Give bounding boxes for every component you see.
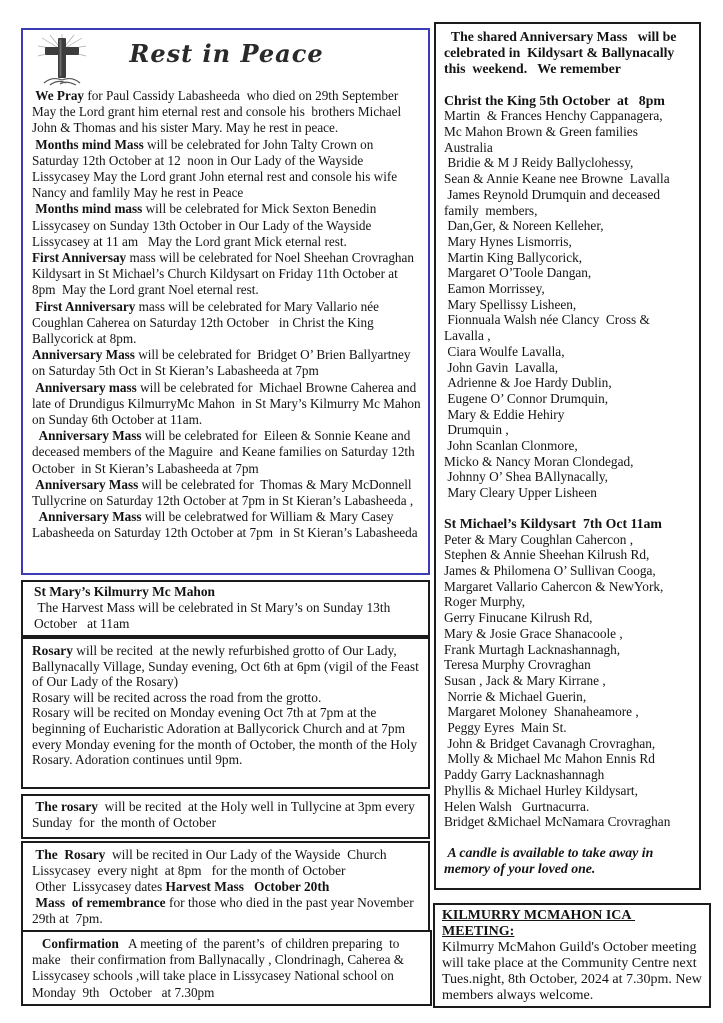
name-line: Micko & Nancy Moran Clondegad,	[444, 453, 634, 469]
name-line: Margaret O’Toole Dangan,	[444, 265, 592, 281]
name-line: Mc Mahon Brown & Green families	[444, 124, 638, 140]
paragraph: First Anniversary mass will be celebrated for Mary Vallario née Coughlan Caherea on Saturday 12th October in Christ the King Ballycorick at 8pm.	[32, 298, 383, 347]
name-line: Paddy Garry Lacknashannagh	[444, 767, 605, 783]
name-line: Martin & Frances Henchy Cappanagera,	[444, 108, 663, 124]
name-line: John Gavin Lavalla,	[444, 359, 559, 375]
name-line: Bridget &Michael McNamara Crovraghan	[444, 814, 671, 830]
paragraph: Anniversary Mass will be celebrated for Bridget O’ Brien Ballyartney on Saturday 5th Oct in St Kieran’s Labasheeda at 7pm	[32, 347, 414, 379]
st-marys-paragraphs	[34, 584, 421, 633]
name-line: Dan,Ger, & Noreen Kelleher,	[444, 218, 604, 234]
shared-anniversary-mass-box	[434, 22, 701, 890]
name-line: Australia	[444, 139, 493, 155]
name-line: Drumquin ,	[444, 422, 509, 438]
name-line: Phyllis & Michael Hurley Kildysart,	[444, 782, 638, 798]
paragraph: We Pray for Paul Cassidy Labasheeda who died on 29th September May the Lord grant him eternal rest and console his brothers Michael John & Thomas and his sister Mary. May he rest in peace.	[32, 88, 405, 136]
st-marys-box	[21, 580, 430, 637]
paragraph: First Anniversay mass will be celebrated for Noel Sheehan Crovraghan Kildysart in St Michael’s Church Kildysart on Friday 11th October at 8pm May the Lord grant Noel eternal rest.	[32, 250, 418, 298]
name-line: Stephen & Annie Sheehan Kilrush Rd,	[444, 547, 650, 563]
paragraph: Confirmation A meeting of the parent’s of children preparing to make their confirmation from Ballynacally , Clondrinagh, Caherea & Lissycasey schools ,will take place in Lissycasey National school on Monday 9th October at 7.30pm	[32, 936, 408, 1000]
spacer	[444, 78, 693, 93]
name-line: John & Bridget Cavanagh Crovraghan,	[444, 735, 656, 751]
shared-mass-intro: The shared Anniversary Mass will be celebrated in Kildysart & Ballynacally this weekend. We remember	[444, 29, 680, 77]
ica-meeting-text: Kilmurry McMahon Guild's October meeting will take place at the Community Centre next Tues.night, 8th October, 2024 at 7.30pm. New members always welcome.	[442, 939, 706, 1003]
name-line: Teresa Murphy Crovraghan	[444, 657, 591, 673]
name-line: Ciara Woulfe Lavalla,	[444, 343, 565, 359]
paragraph: Other Lissycasey dates Harvest Mass October 20th	[32, 879, 330, 894]
name-line: Helen Walsh Gurtnacurra.	[444, 798, 590, 814]
name-line: Gerry Finucane Kilrush Rd,	[444, 610, 593, 626]
confirmation-box	[21, 930, 432, 1006]
name-line: John Scanlan Clonmore,	[444, 438, 578, 454]
paragraph: Months mind Mass will be celebrated for John Talty Crown on Saturday 12th October at 12 noon in Our Lady of the Wayside Lissycasey May the Lord grant John eternal rest and console his wife Nancy and famlily May he rest in Peace	[32, 136, 401, 201]
rosary-holy-well-box	[21, 794, 430, 839]
name-line: James & Philomena O’ Sullivan Cooga,	[444, 563, 656, 578]
rosary-wayside-box	[21, 841, 430, 932]
paragraph: Anniversary Mass will be celebrated for Thomas & Mary McDonnell Tullycrine on Saturday 12th October at 7pm in St Kieran’s Labasheeda ,	[32, 476, 415, 509]
paragraph: Mass of remembrance for those who died in the past year November 29th at 7pm.	[32, 895, 418, 926]
paragraph: The Harvest Mass will be celebrated in St Mary’s on Sunday 13th October at 11am	[34, 600, 394, 632]
name-line: Mary & Eddie Hehiry	[444, 406, 565, 422]
paragraph: Rosary will be recited at the newly refurbished grotto of Our Lady, Ballynacally Village, Sunday evening, Oct 6th at 6pm (vigil of the Feast of Our Lady of the Rosary)	[32, 643, 423, 690]
cross-icon	[36, 34, 90, 88]
name-line: Bridie & M J Reidy Ballyclohessy,	[444, 155, 634, 171]
wayside-paragraphs	[32, 847, 421, 927]
candle-note: A candle is available to take away in memory of your loved one.	[444, 844, 657, 877]
rest-in-peace-paragraphs	[32, 88, 424, 542]
name-line: Margaret Vallario Cahercon & NewYork,	[444, 578, 664, 594]
name-line: Mary Hynes Lismorris,	[444, 233, 572, 249]
name-line: Adrienne & Joe Hardy Dublin,	[444, 375, 612, 391]
rosary-paragraphs	[32, 643, 421, 768]
section-christ-the-king	[444, 93, 693, 501]
confirmation-paragraphs	[32, 936, 423, 1001]
name-line: Norrie & Michael Guerin,	[444, 688, 587, 704]
st-michaels-heading: St Michael’s Kildysart 7th Oct 11am	[444, 515, 662, 531]
holy-well-paragraphs	[32, 799, 421, 831]
christ-the-king-heading: Christ the King 5th October at 8pm	[444, 92, 665, 108]
name-line: James Reynold Drumquin and deceased	[444, 186, 661, 202]
name-line: Peter & Mary Coughlan Cahercon ,	[444, 531, 634, 547]
paragraph: Rosary will be recited on Monday evening Oct 7th at 7pm at the beginning of Eucharistic Adoration at Ballycorick Church and at 7pm every Monday evening for the month of October, the month of the Holy Rosary. Adoration continues until 9pm.	[32, 705, 421, 768]
name-line: Sean & Annie Keane nee Browne Lavalla	[444, 171, 670, 187]
name-line: Frank Murtagh Lacknashannagh,	[444, 641, 621, 657]
rest-in-peace-box	[21, 28, 430, 575]
name-line: Mary Spellissy Lisheen,	[444, 296, 577, 312]
name-line: Johnny O’ Shea BAllynacally,	[444, 469, 608, 485]
spacer	[444, 501, 693, 516]
name-line: Eamon Morrissey,	[444, 281, 545, 297]
name-line: Margaret Moloney Shanaheamore ,	[444, 704, 639, 720]
spacer	[444, 830, 693, 845]
name-line: family members,	[444, 202, 538, 218]
paragraph: Rosary will be recited across the road from the grotto.	[32, 689, 322, 705]
name-line: Fionnuala Walsh née Clancy Cross & Lavalla ,	[444, 312, 654, 344]
rosary-grotto-box	[21, 637, 430, 789]
paragraph: The Rosary will be recited in Our Lady of the Wayside Church Lissycasey every night at 8pm for the month of October	[32, 847, 390, 878]
rest-in-peace-title: Rest in Peace	[129, 39, 324, 68]
paragraph: Anniversary mass will be celebrated for Michael Browne Caherea and late of Drundigus KilmurryMc Mahon in St Mary’s Kilmurry Mc Mahon on Sunday 6th October at 11am.	[32, 379, 424, 428]
paragraph: Anniversary Mass will be celebratwed for William & Mary Casey Labasheeda on Saturday 12th October at 7pm in St Kieran’s Labasheeda	[32, 509, 418, 541]
rest-in-peace-header	[32, 32, 421, 88]
christ-the-king-names-list	[444, 108, 693, 501]
paragraph: Anniversary Mass will be celebrated for Eileen & Sonnie Keane and deceased members of the Maguire and Keane families on Saturday 12th October in St Kieran’s Labasheeda at 7pm	[32, 428, 418, 476]
paragraph: Months mind mass will be celebrated for Mick Sexton Benedin Lissycasey on Sunday 13th October in Our Lady of the Wayside Lissycasey at 11 am May the Lord grant Mick eternal rest.	[32, 201, 380, 249]
name-line: Susan , Jack & Mary Kirrane ,	[444, 672, 606, 688]
name-line: Mary & Josie Grace Shanacoole ,	[444, 625, 623, 641]
ica-meeting-heading: KILMURRY MCMAHON ICA MEETING:	[442, 908, 636, 939]
st-michaels-names-list	[444, 532, 693, 830]
name-line: Peggy Eyres Main St.	[444, 720, 567, 736]
name-line: Martin King Ballycorick,	[444, 249, 583, 265]
name-line: Molly & Michael Mc Mahon Ennis Rd	[444, 751, 655, 767]
name-line: Mary Cleary Upper Lisheen	[444, 485, 597, 501]
paragraph: The rosary will be recited at the Holy well in Tullycine at 3pm every Sunday for the month of October	[32, 799, 419, 830]
paragraph: St Mary’s Kilmurry Mc Mahon	[34, 584, 215, 599]
name-line: Roger Murphy,	[444, 594, 526, 610]
name-line: Eugene O’ Connor Drumquin,	[444, 390, 609, 406]
ica-meeting-box	[433, 903, 711, 1008]
section-st-michaels	[444, 516, 693, 830]
